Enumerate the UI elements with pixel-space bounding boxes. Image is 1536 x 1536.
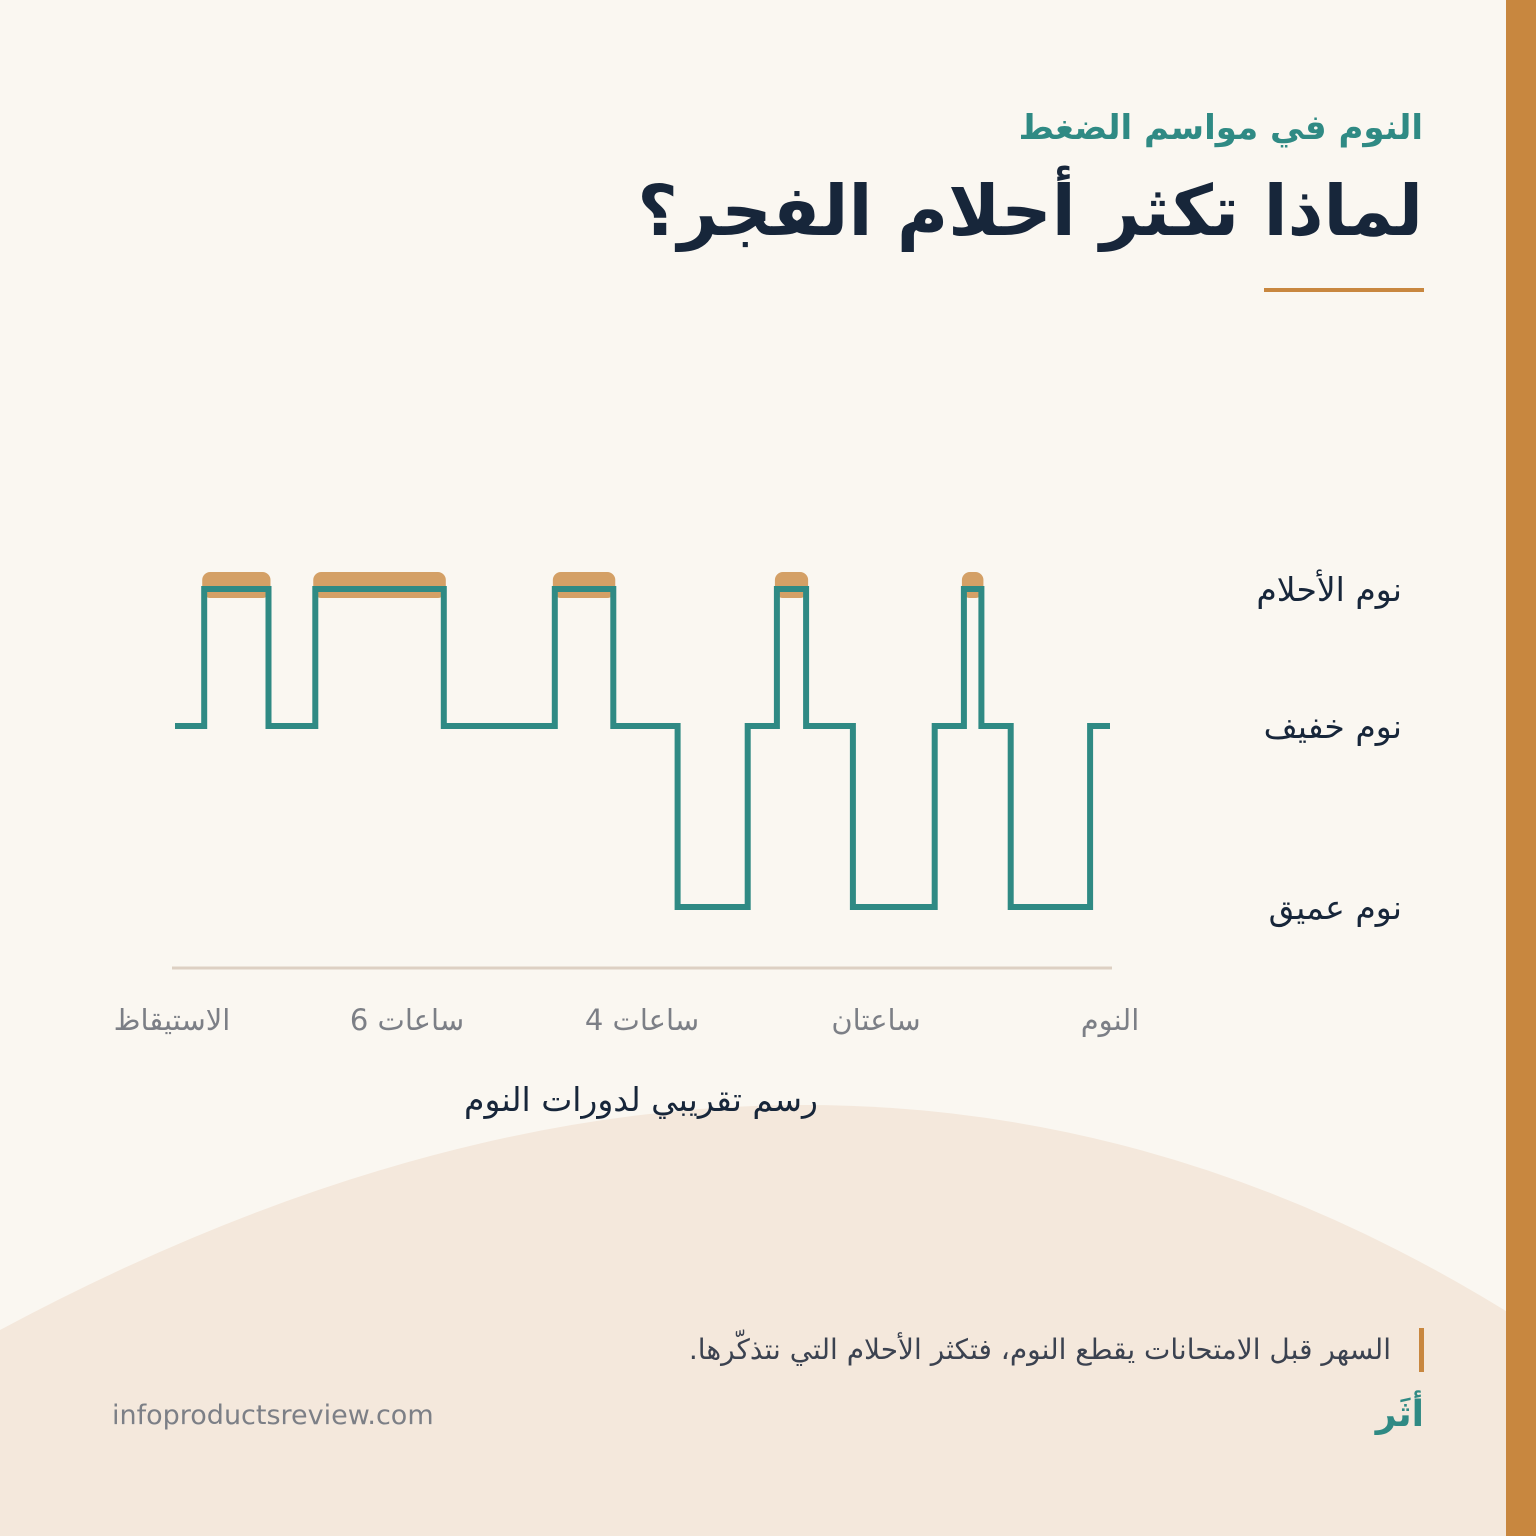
kicker: النوم في مواسم الضغط	[1018, 108, 1423, 148]
footer-quote: السهر قبل الامتحانات يقطع النوم، فتكثر الأحلام التي نتذكّرها.	[689, 1328, 1424, 1372]
stage-label-rem: نوم الأحلام	[1256, 570, 1402, 609]
x-tick-label: 6 ساعات	[349, 1003, 465, 1037]
brand-logo: أثَر	[1375, 1394, 1424, 1435]
x-tick-label: النوم	[1080, 1003, 1140, 1037]
chart-caption: رسم تقريبي لدورات النوم	[464, 1080, 818, 1119]
site-domain: infoproductsreview.com	[112, 1400, 434, 1431]
stage-label-deep: نوم عميق	[1268, 888, 1402, 927]
x-tick-label: 4 ساعات	[584, 1003, 700, 1037]
rem-period-highlight	[202, 572, 270, 598]
rem-period-highlight	[553, 572, 615, 598]
stage-label-light: نوم خفيف	[1263, 707, 1402, 746]
x-tick-label: ساعتان	[831, 1003, 921, 1037]
x-tick-label: الاستيقاظ	[113, 1003, 231, 1037]
rem-highlights	[202, 572, 983, 598]
rem-period-highlight	[313, 572, 446, 598]
hypnogram-line	[175, 589, 1110, 907]
page-title: لماذا تكثر أحلام الفجر؟	[637, 170, 1423, 252]
